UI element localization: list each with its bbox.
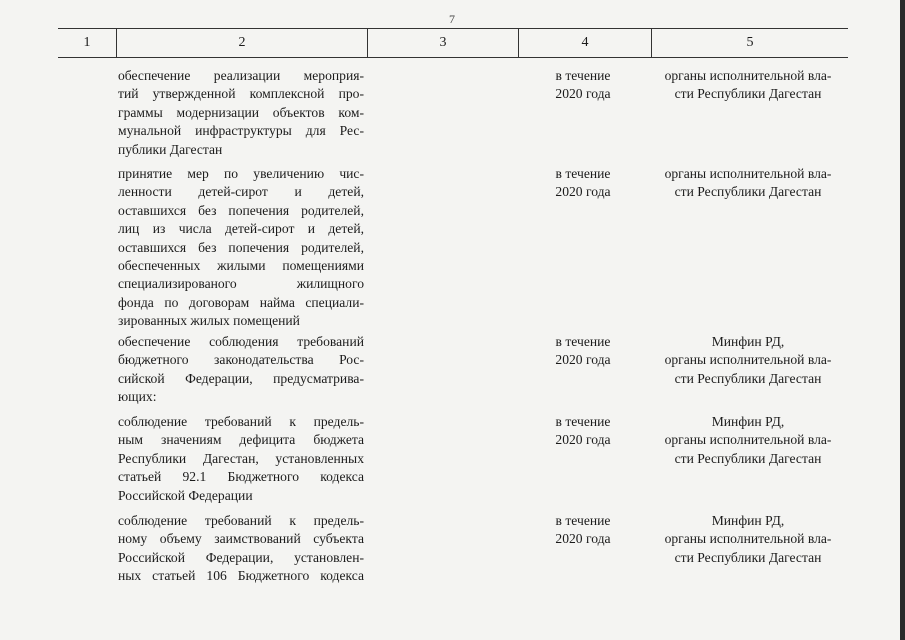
measure-text: принятие мер по увеличению чис- ленности детей-сирот и детей, оставшихся без попечения родителей, лиц из числа детей-сирот и детей, оставшихся без попечения родителей, обеспеченных жилыми помещениями специализированого жилищного фонда по договорам найма специали- зированных жилых помещений (118, 166, 364, 329)
page-number: 7 (449, 12, 455, 26)
responsible: Минфин РД, органы исполнительной вла- сти Республики Дагестан (664, 334, 832, 386)
column-header-1: 1 (58, 29, 117, 58)
responsible: органы исполнительной вла- сти Республики Дагестан (664, 68, 832, 102)
term: в течение 2020 года (555, 513, 611, 547)
responsible: Минфин РД, органы исполнительной вла- сти Республики Дагестан (664, 513, 832, 565)
responsible: органы исполнительной вла- сти Республики Дагестан (664, 166, 832, 200)
column-header-3: 3 (368, 29, 519, 58)
measure-text: обеспечение соблюдения требований бюджетного законодательства Рос- сийской Федерации, предусматрива- ющих: (118, 334, 364, 405)
term: в течение 2020 года (555, 166, 611, 200)
term: в течение 2020 года (555, 68, 611, 102)
column-header-2: 2 (117, 29, 368, 58)
term: в течение 2020 года (555, 414, 611, 448)
column-header-4: 4 (519, 29, 652, 58)
term: в течение 2020 года (555, 334, 611, 368)
measure-text: обеспечение реализации мероприя- тий утвержденной комплексной про- граммы модернизации объектов ком- мунальной инфраструктуры для Рес- публики Дагестан (118, 68, 364, 157)
measure-text: соблюдение требований к предель- ным значениям дефицита бюджета Республики Дагестан, установленных статьей 92.1 Бюджетного кодекса Российской Федерации (118, 414, 364, 503)
column-header-5: 5 (652, 29, 849, 58)
scan-edge (900, 0, 905, 640)
responsible: Минфин РД, органы исполнительной вла- сти Республики Дагестан (664, 414, 832, 466)
column-header-row (58, 28, 848, 58)
measure-text: соблюдение требований к предель- ному объему заимствований субъекта Российской Федерации, установлен- ных статьей 106 Бюджетного кодекса (118, 513, 364, 584)
